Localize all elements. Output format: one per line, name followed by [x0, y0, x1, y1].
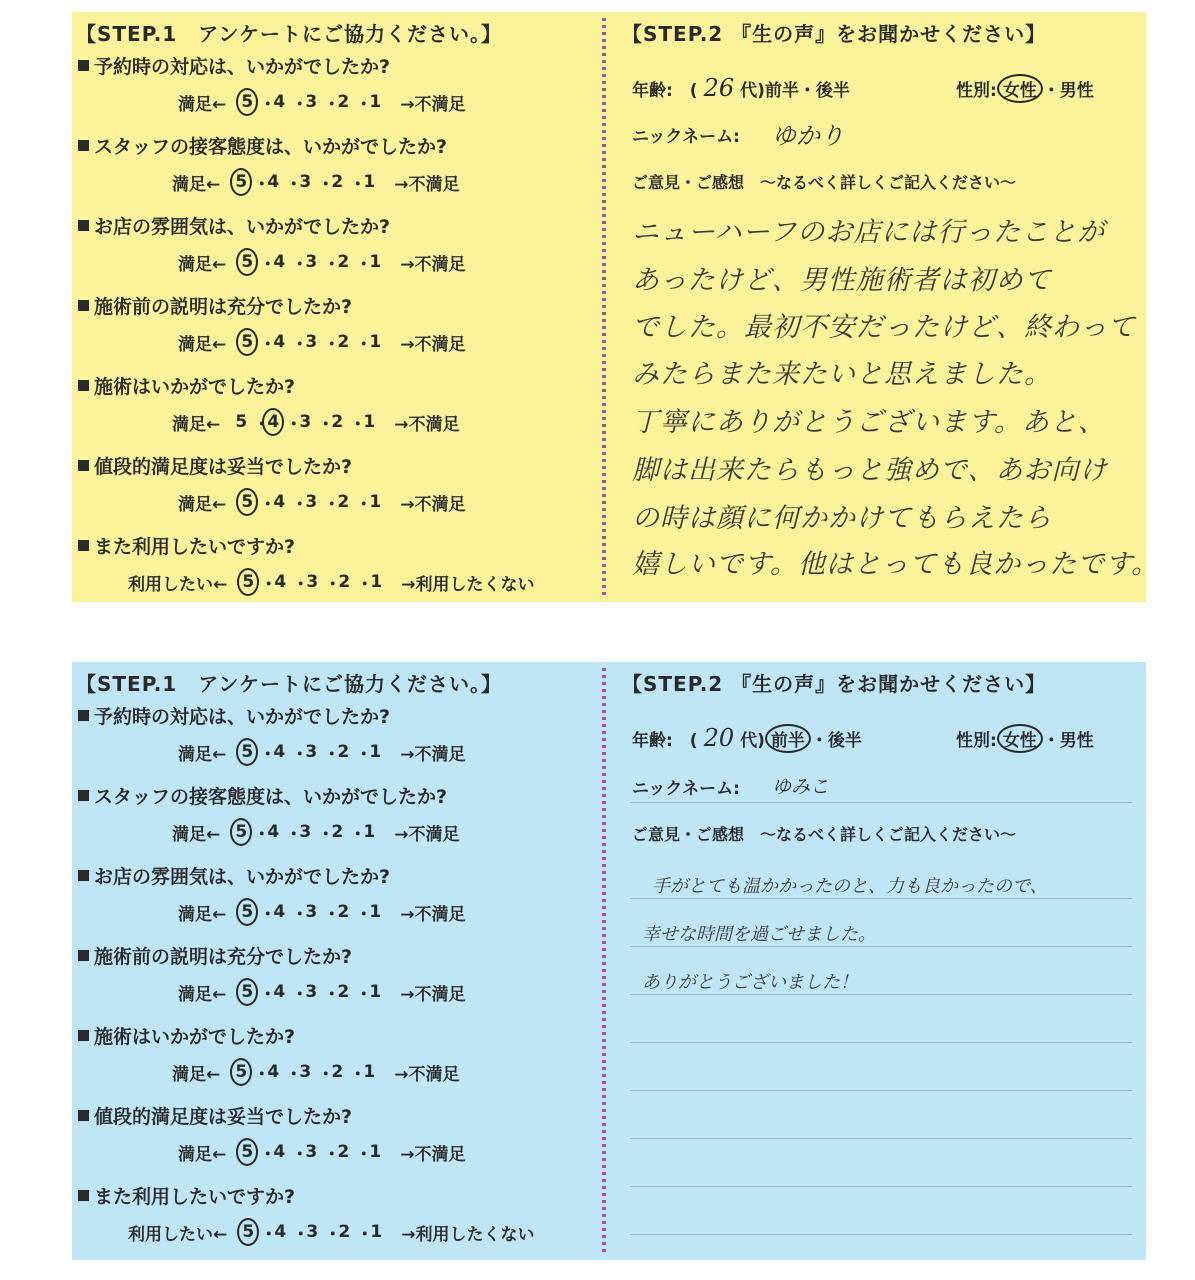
survey-question — [78, 1022, 295, 1049]
scale-number: 1 — [369, 1142, 382, 1162]
scale-number-circled: 5 — [236, 88, 258, 116]
scale-number-circled: 5 — [236, 248, 258, 276]
nickname-label: ニックネーム: — [632, 779, 740, 799]
scale-right-label: →利用したくない — [401, 1224, 535, 1245]
bullet-square-icon — [78, 1110, 89, 1121]
gender-field — [956, 74, 1094, 103]
scale-right-label: →不満足 — [400, 904, 466, 925]
question-text: 施術前の説明は充分でしたか? — [94, 946, 353, 968]
scale-separator: ・ — [317, 414, 335, 435]
comment-line: の時は顔に何かかけてもらえたら — [632, 503, 1052, 534]
scale-number: 2 — [331, 172, 344, 192]
question-text: 値段的満足度は妥当でしたか? — [94, 1106, 353, 1128]
scale-number-circled: 5 — [236, 1138, 258, 1166]
survey-question — [78, 212, 390, 239]
scale-number: 2 — [338, 1222, 351, 1242]
survey-question — [78, 452, 352, 479]
rating-scale — [128, 568, 535, 596]
comment-label: ご意見・ご感想 ～なるべく詳しくご記入ください～ — [632, 825, 1017, 844]
scale-number: 1 — [363, 172, 376, 192]
scale-separator: ・ — [291, 984, 309, 1005]
bullet-square-icon — [78, 790, 89, 801]
scale-number: 2 — [331, 822, 344, 842]
step2-title: 【STEP.2 『生の声』をお聞かせください】 — [622, 22, 1047, 46]
ruled-line — [630, 802, 1132, 803]
nickname-value: ゆみこ — [772, 776, 830, 798]
comment-label: ご意見・ご感想 ～なるべく詳しくご記入ください～ — [632, 173, 1017, 192]
scale-right-label: →不満足 — [400, 1144, 466, 1165]
scale-numbers — [236, 738, 386, 766]
scale-number: 1 — [363, 412, 376, 432]
scale-right-label: →不満足 — [394, 824, 460, 845]
rating-scale — [178, 328, 466, 356]
scale-separator: ・ — [285, 1064, 303, 1085]
scale-separator: ・ — [291, 334, 309, 355]
scale-separator: ・ — [323, 334, 341, 355]
bullet-square-icon — [78, 220, 89, 231]
scale-number: 2 — [337, 1142, 350, 1162]
comment-line: 手がとても温かかったのと、力も良かったので、 — [652, 876, 1048, 897]
scale-number-circled: 5 — [236, 488, 258, 516]
scale-separator: ・ — [285, 824, 303, 845]
scale-number: 3 — [305, 332, 318, 352]
rating-scale — [178, 248, 466, 276]
scale-number: 2 — [331, 1062, 344, 1082]
scale-left-label: 満足← — [178, 984, 227, 1005]
ruled-line — [630, 1090, 1132, 1091]
age-first-half-circled: 前半 — [765, 724, 811, 753]
scale-number: 1 — [369, 252, 382, 272]
question-text: また利用したいですか? — [94, 536, 296, 558]
scale-separator: ・ — [356, 1224, 374, 1245]
scale-separator: ・ — [253, 174, 271, 195]
scale-right-label: →利用したくない — [401, 574, 535, 595]
scale-number-circled: 5 — [237, 568, 259, 596]
comment-line: あったけど、男性施術者は初めて — [632, 265, 1052, 296]
scale-number: 1 — [370, 1222, 383, 1242]
scale-number-circled: 5 — [236, 978, 258, 1006]
rating-scale — [178, 898, 466, 926]
bullet-square-icon — [78, 710, 89, 721]
scale-number-circled: 5 — [230, 818, 252, 846]
scale-separator: ・ — [253, 824, 271, 845]
scale-number: 1 — [369, 982, 382, 1002]
step2-section — [612, 12, 1160, 602]
scale-separator: ・ — [253, 1064, 271, 1085]
gender-male: ・男性 — [1042, 81, 1094, 101]
ruled-line — [630, 898, 1132, 899]
scale-right-label: →不満足 — [400, 94, 466, 115]
scale-left-label: 満足← — [178, 494, 227, 515]
scale-number: 4 — [273, 742, 286, 762]
scale-number: 3 — [305, 742, 318, 762]
age-suffix: 代) — [740, 731, 765, 751]
question-text: お店の雰囲気は、いかがでしたか? — [94, 866, 391, 888]
scale-numbers — [230, 1058, 380, 1086]
ruled-line — [630, 946, 1132, 947]
scale-separator: ・ — [349, 1064, 367, 1085]
scale-separator: ・ — [285, 414, 303, 435]
scale-number: 3 — [305, 252, 318, 272]
scale-left-label: 満足← — [172, 414, 221, 435]
scale-separator: ・ — [292, 574, 310, 595]
scale-separator: ・ — [355, 494, 373, 515]
step2-title: 【STEP.2 『生の声』をお聞かせください】 — [622, 672, 1047, 696]
scale-numbers — [237, 1218, 387, 1246]
scale-number: 3 — [305, 902, 318, 922]
scale-number: 2 — [337, 982, 350, 1002]
scale-numbers — [230, 408, 380, 436]
scale-left-label: 満足← — [178, 254, 227, 275]
gender-female-circled: 女性 — [997, 724, 1043, 753]
scale-separator: ・ — [291, 494, 309, 515]
scale-number: 2 — [337, 252, 350, 272]
scale-number: 5 — [235, 412, 248, 432]
scale-number: 3 — [299, 822, 312, 842]
scale-number: 4 — [273, 1142, 286, 1162]
comment-line: みたらまた来たいと思えました。 — [632, 359, 1052, 390]
scale-separator: ・ — [323, 254, 341, 275]
scale-number: 4 — [267, 172, 280, 192]
scale-number: 2 — [337, 492, 350, 512]
survey-card-2 — [72, 662, 1146, 1260]
scale-left-label: 満足← — [172, 1064, 221, 1085]
scale-number: 4 — [267, 1062, 280, 1082]
ruled-line — [630, 1234, 1132, 1235]
bullet-square-icon — [78, 460, 89, 471]
gender-male: ・男性 — [1042, 731, 1094, 751]
scale-number-circled: 5 — [236, 328, 258, 356]
bullet-square-icon — [78, 540, 89, 551]
comment-line: ニューハーフのお店には行ったことが — [632, 217, 1106, 248]
step1-title: 【STEP.1 アンケートにご協力ください。】 — [76, 672, 503, 696]
scale-number: 3 — [305, 1142, 318, 1162]
rating-scale — [178, 978, 466, 1006]
comment-line: ありがとうございました！ — [642, 972, 858, 993]
step1-title: 【STEP.1 アンケートにご協力ください。】 — [76, 22, 503, 46]
scale-separator: ・ — [323, 904, 341, 925]
scale-separator: ・ — [317, 824, 335, 845]
scale-number: 2 — [337, 332, 350, 352]
scale-separator: ・ — [317, 1064, 335, 1085]
scale-separator: ・ — [355, 904, 373, 925]
scale-number: 1 — [369, 332, 382, 352]
rating-scale — [178, 88, 466, 116]
scale-separator: ・ — [324, 574, 342, 595]
scale-separator: ・ — [259, 94, 277, 115]
scale-number-circled: 5 — [236, 898, 258, 926]
comment-line: でした。最初不安だったけど、終わって — [632, 312, 1136, 343]
step1-section — [72, 12, 600, 602]
scale-separator: ・ — [259, 984, 277, 1005]
scale-right-label: →不満足 — [400, 744, 466, 765]
scale-right-label: →不満足 — [400, 334, 466, 355]
scale-separator: ・ — [259, 744, 277, 765]
scale-left-label: 満足← — [178, 904, 227, 925]
scale-separator: ・ — [259, 494, 277, 515]
scale-separator: ・ — [323, 494, 341, 515]
perforated-divider — [602, 668, 606, 1254]
scale-separator: ・ — [291, 1144, 309, 1165]
scale-separator: ・ — [323, 1144, 341, 1165]
survey-question — [78, 862, 390, 889]
scale-number: 2 — [337, 742, 350, 762]
scale-separator: ・ — [355, 254, 373, 275]
scale-numbers — [236, 88, 386, 116]
scale-left-label: 満足← — [178, 334, 227, 355]
scale-number: 3 — [305, 982, 318, 1002]
scale-number: 1 — [369, 492, 382, 512]
gender-label: 性別: — [956, 81, 997, 101]
age-label: 年齢: ( — [632, 81, 698, 101]
scale-numbers — [236, 898, 386, 926]
perforated-divider — [602, 18, 606, 596]
scale-numbers — [236, 1138, 386, 1166]
ruled-line — [630, 1138, 1132, 1139]
scale-separator: ・ — [292, 1224, 310, 1245]
scale-separator: ・ — [349, 824, 367, 845]
scale-separator: ・ — [349, 174, 367, 195]
question-text: 値段的満足度は妥当でしたか? — [94, 456, 353, 478]
survey-card-1 — [72, 12, 1160, 602]
question-text: スタッフの接客態度は、いかがでしたか? — [94, 136, 448, 158]
scale-right-label: →不満足 — [394, 1064, 460, 1085]
scale-separator: ・ — [291, 904, 309, 925]
scale-separator: ・ — [259, 254, 277, 275]
bullet-square-icon — [78, 60, 89, 71]
scale-right-label: →不満足 — [400, 984, 466, 1005]
step1-section — [72, 662, 600, 1260]
survey-question — [78, 702, 390, 729]
scale-number: 4 — [273, 252, 286, 272]
scale-left-label: 満足← — [178, 1144, 227, 1165]
scale-left-label: 利用したい← — [128, 1224, 228, 1245]
scale-numbers — [236, 978, 386, 1006]
scale-number: 2 — [337, 92, 350, 112]
scale-number: 2 — [338, 572, 351, 592]
survey-question — [78, 132, 447, 159]
scale-numbers — [230, 818, 380, 846]
scale-number: 1 — [369, 92, 382, 112]
scale-number: 3 — [299, 172, 312, 192]
scale-separator: ・ — [285, 174, 303, 195]
scale-number: 3 — [306, 1222, 319, 1242]
scale-number: 4 — [273, 92, 286, 112]
scale-separator: ・ — [317, 174, 335, 195]
scale-left-label: 満足← — [172, 174, 221, 195]
survey-question — [78, 532, 295, 559]
scale-separator: ・ — [259, 334, 277, 355]
bullet-square-icon — [78, 870, 89, 881]
gender-female-circled: 女性 — [997, 74, 1043, 103]
bullet-square-icon — [78, 950, 89, 961]
scale-number: 3 — [305, 92, 318, 112]
scale-separator: ・ — [291, 254, 309, 275]
bullet-square-icon — [78, 380, 89, 391]
survey-question — [78, 942, 352, 969]
scale-number-circled: 5 — [230, 168, 252, 196]
bullet-square-icon — [78, 1030, 89, 1041]
question-text: また利用したいですか? — [94, 1186, 296, 1208]
scale-separator: ・ — [291, 94, 309, 115]
scale-number: 1 — [369, 742, 382, 762]
ruled-line — [630, 1186, 1132, 1187]
scale-number: 3 — [305, 492, 318, 512]
scale-separator: ・ — [291, 744, 309, 765]
scale-number: 3 — [299, 1062, 312, 1082]
scale-number: 1 — [363, 1062, 376, 1082]
scale-right-label: →不満足 — [394, 414, 460, 435]
nickname-label: ニックネーム: — [632, 127, 740, 147]
scale-number: 4 — [273, 902, 286, 922]
rating-scale — [172, 818, 460, 846]
rating-scale — [178, 488, 466, 516]
scale-separator: ・ — [324, 1224, 342, 1245]
rating-scale — [172, 1058, 460, 1086]
gender-label: 性別: — [956, 731, 997, 751]
question-text: 施術はいかがでしたか? — [94, 376, 296, 398]
scale-numbers — [236, 328, 386, 356]
scale-number-circled: 5 — [237, 1218, 259, 1246]
scale-number: 3 — [306, 572, 319, 592]
scale-number-circled: 5 — [236, 738, 258, 766]
scale-left-label: 満足← — [178, 744, 227, 765]
scale-number: 1 — [363, 822, 376, 842]
ruled-line — [630, 1042, 1132, 1043]
scale-separator: ・ — [259, 904, 277, 925]
scale-separator: ・ — [349, 414, 367, 435]
scale-separator: ・ — [355, 334, 373, 355]
scale-separator: ・ — [355, 744, 373, 765]
scale-number: 1 — [369, 902, 382, 922]
scale-numbers — [236, 488, 386, 516]
age-second-half: ・後半 — [810, 731, 862, 751]
scale-numbers — [230, 168, 380, 196]
scale-number: 1 — [370, 572, 383, 592]
scale-right-label: →不満足 — [400, 254, 466, 275]
nickname-value: ゆかり — [772, 122, 844, 150]
survey-question — [78, 782, 447, 809]
survey-question — [78, 1102, 352, 1129]
scale-number: 4 — [273, 492, 286, 512]
scale-numbers — [237, 568, 387, 596]
scale-number-circled: 4 — [262, 408, 284, 436]
question-text: 予約時の対応は、いかがでしたか? — [94, 56, 391, 78]
step2-section — [612, 662, 1146, 1260]
scale-number: 4 — [273, 332, 286, 352]
rating-scale — [178, 1138, 466, 1166]
scale-separator: ・ — [323, 94, 341, 115]
rating-scale — [128, 1218, 535, 1246]
scale-separator: ・ — [356, 574, 374, 595]
ruled-line — [630, 994, 1132, 995]
survey-question — [78, 52, 390, 79]
age-field — [632, 724, 862, 753]
question-text: 施術はいかがでしたか? — [94, 1026, 296, 1048]
scale-left-label: 満足← — [172, 824, 221, 845]
scale-separator: ・ — [355, 94, 373, 115]
question-text: 予約時の対応は、いかがでしたか? — [94, 706, 391, 728]
comment-line: 嬉しいです。他はとっても良かったです。 — [632, 549, 1160, 580]
comment-line: 幸せな時間を過ごせました。 — [642, 924, 876, 945]
comment-line: 丁寧にありがとうございます。あと、 — [632, 407, 1106, 438]
rating-scale — [178, 738, 466, 766]
scale-separator: ・ — [253, 414, 271, 435]
scale-separator: ・ — [323, 984, 341, 1005]
scale-separator: ・ — [260, 574, 278, 595]
survey-question — [78, 1182, 295, 1209]
rating-scale — [172, 408, 460, 436]
question-text: お店の雰囲気は、いかがでしたか? — [94, 216, 391, 238]
scale-number: 4 — [267, 822, 280, 842]
scale-number: 4 — [274, 572, 287, 592]
rating-scale — [172, 168, 460, 196]
scale-right-label: →不満足 — [394, 174, 460, 195]
scale-separator: ・ — [260, 1224, 278, 1245]
scale-left-label: 利用したい← — [128, 574, 228, 595]
scale-number: 4 — [274, 1222, 287, 1242]
scale-separator: ・ — [355, 1144, 373, 1165]
scale-numbers — [236, 248, 386, 276]
scale-right-label: →不満足 — [400, 494, 466, 515]
survey-question — [78, 292, 352, 319]
question-text: 施術前の説明は充分でしたか? — [94, 296, 353, 318]
scale-number: 4 — [273, 982, 286, 1002]
gender-field — [956, 724, 1094, 753]
age-label: 年齢: ( — [632, 731, 698, 751]
scale-separator: ・ — [355, 984, 373, 1005]
scale-number-circled: 5 — [230, 1058, 252, 1086]
comment-line: 脚は出来たらもっと強めで、あお向け — [632, 455, 1108, 486]
bullet-square-icon — [78, 1190, 89, 1201]
age-value: 20 — [703, 724, 735, 752]
scale-number: 2 — [337, 902, 350, 922]
scale-separator: ・ — [323, 744, 341, 765]
scale-number: 2 — [331, 412, 344, 432]
age-value: 26 — [703, 74, 735, 102]
survey-question — [78, 372, 295, 399]
scale-number: 3 — [299, 412, 312, 432]
bullet-square-icon — [78, 300, 89, 311]
question-text: スタッフの接客態度は、いかがでしたか? — [94, 786, 448, 808]
age-suffix: 代)前半・後半 — [740, 81, 850, 101]
scale-left-label: 満足← — [178, 94, 227, 115]
bullet-square-icon — [78, 140, 89, 151]
age-field — [632, 74, 850, 102]
scale-separator: ・ — [259, 1144, 277, 1165]
